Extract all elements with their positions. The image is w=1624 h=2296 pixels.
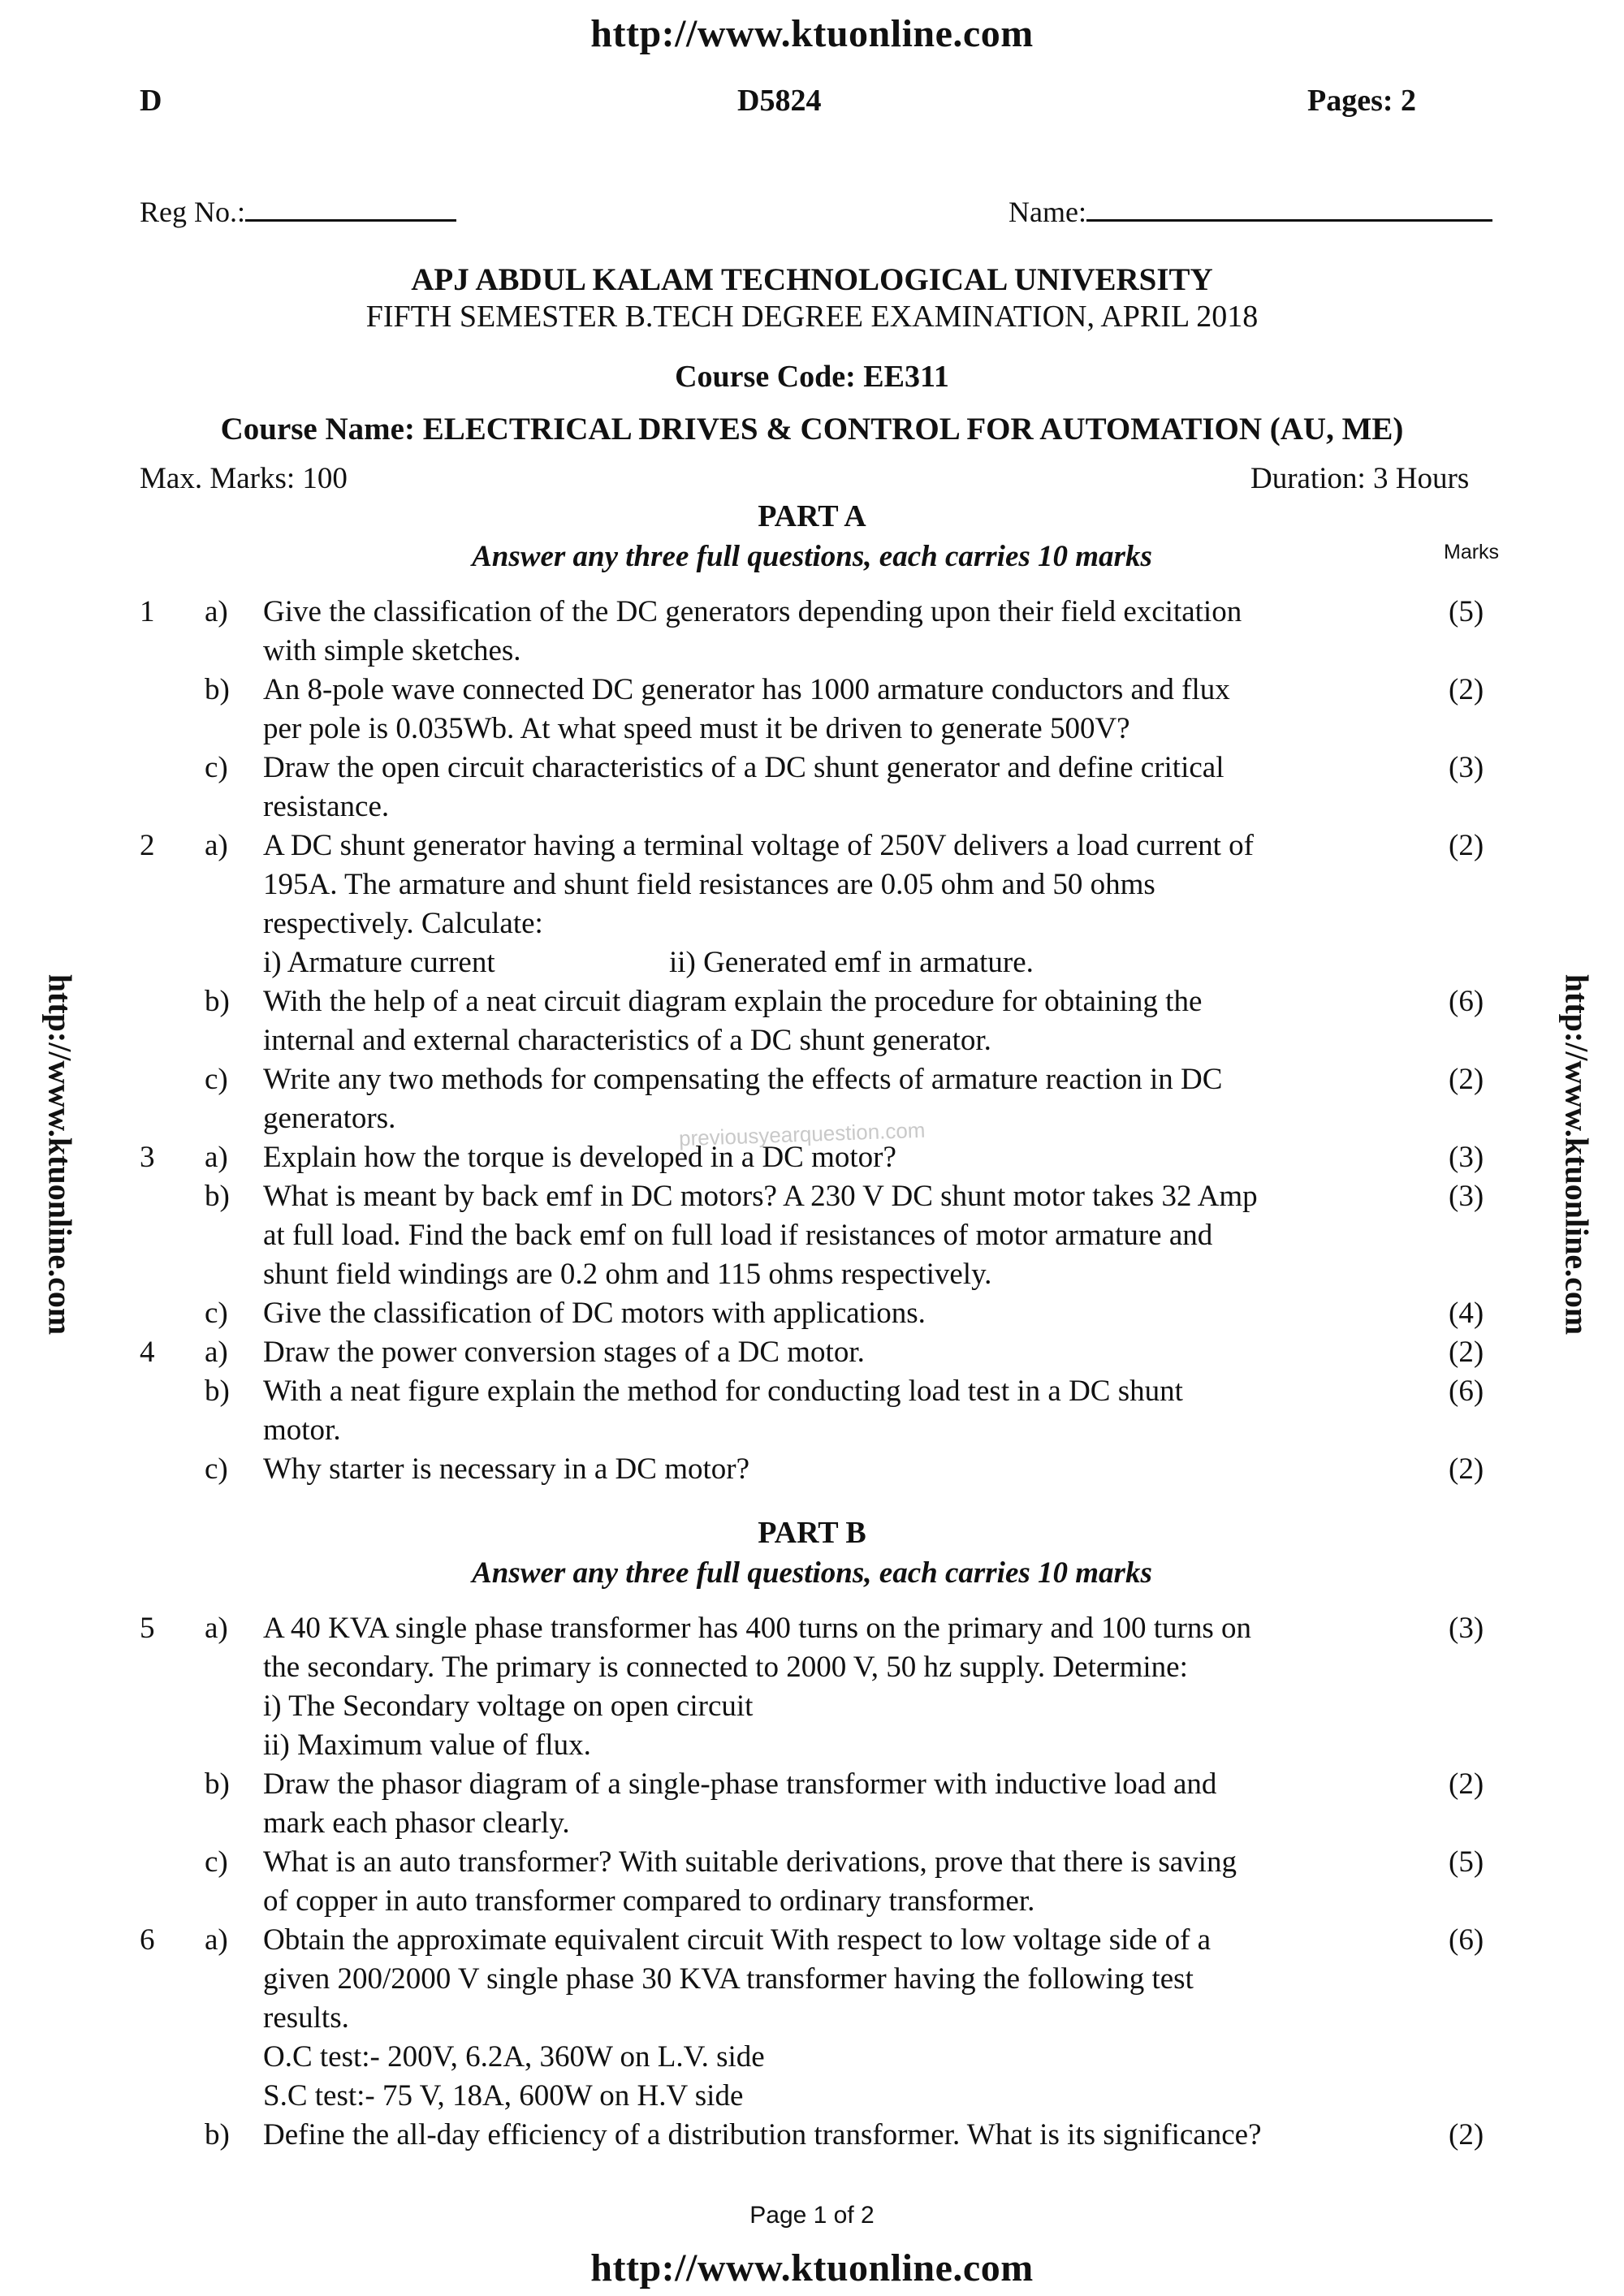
- question-line: Define the all-day efficiency of a distribution transformer. What is its significance?: [263, 2118, 1262, 2151]
- part-b-instruction: Answer any three full questions, each carries 10 marks: [472, 1556, 1152, 1590]
- question-line: generators.: [263, 1102, 396, 1135]
- question-text: [263, 749, 1411, 826]
- question-part: b): [205, 1767, 230, 1801]
- page-number: Page 1 of 2: [749, 2202, 875, 2229]
- question-number: 2: [140, 829, 155, 862]
- question-number: 5: [140, 1612, 155, 1645]
- question-line: at full load. Find the back emf on full load if resistances of motor armature and: [263, 1219, 1213, 1252]
- question-part: b): [205, 1375, 230, 1408]
- course-name-label: Course Name:: [220, 412, 423, 447]
- name-label: Name:: [1009, 196, 1086, 228]
- question-line: Draw the phasor diagram of a single-phase transformer with inductive load and: [263, 1767, 1217, 1801]
- question-text: [263, 826, 1411, 982]
- question-part: a): [205, 829, 228, 862]
- question-line: Give the classification of DC motors with applications.: [263, 1297, 926, 1330]
- question-line: per pole is 0.035Wb. At what speed must it be driven to generate 500V?: [263, 712, 1130, 745]
- question-line: resistance.: [263, 790, 390, 823]
- reg-no-line: [245, 195, 456, 222]
- question-number: 6: [140, 1923, 155, 1957]
- site-url-bottom: http://www.ktuonline.com: [590, 2246, 1034, 2290]
- duration: Duration: 3 Hours: [1250, 462, 1470, 495]
- question-text: [263, 1333, 1411, 1372]
- part-a-instruction: Answer any three full questions, each carries 10 marks: [472, 540, 1152, 573]
- part-a-title: PART A: [758, 499, 866, 533]
- question-marks: (2): [1449, 673, 1484, 706]
- question-line: motor.: [263, 1413, 341, 1447]
- question-line: O.C test:- 200V, 6.2A, 360W on L.V. side: [263, 2040, 765, 2074]
- question-text: [263, 593, 1411, 671]
- question-line: results.: [263, 2001, 349, 2035]
- question-part: b): [205, 673, 230, 706]
- paper-code: D5824: [737, 84, 822, 118]
- question-line: Why starter is necessary in a DC motor?: [263, 1452, 750, 1486]
- question-text: [263, 1843, 1411, 1921]
- question-line: An 8-pole wave connected DC generator has 1000 armature conductors and flux: [263, 673, 1230, 706]
- question-part: b): [205, 2118, 230, 2151]
- reg-no-label: Reg No.:: [140, 196, 245, 228]
- site-url-left: http://www.ktuonline.com: [41, 973, 79, 1336]
- question-text: [263, 1177, 1411, 1294]
- question-line: Draw the open circuit characteristics of a DC shunt generator and define critical: [263, 751, 1224, 784]
- question-subitem: ii) Generated emf in armature.: [669, 946, 1034, 979]
- question-marks: (2): [1449, 2118, 1484, 2151]
- question-text: [263, 1609, 1411, 1765]
- question-text: [263, 671, 1411, 749]
- question-part: a): [205, 1923, 228, 1957]
- question-part: c): [205, 1297, 228, 1330]
- site-url-top: http://www.ktuonline.com: [590, 12, 1034, 55]
- question-text: [263, 1372, 1411, 1450]
- question-marks: (3): [1449, 1141, 1484, 1174]
- question-part: c): [205, 1063, 228, 1096]
- question-line: Write any two methods for compensating the effects of armature reaction in DC: [263, 1063, 1223, 1096]
- question-marks: (5): [1449, 595, 1484, 628]
- question-marks: (2): [1449, 829, 1484, 862]
- question-line: with simple sketches.: [263, 634, 521, 667]
- question-marks: (2): [1449, 1063, 1484, 1096]
- course-name: [0, 411, 1624, 447]
- question-text: [263, 1294, 1411, 1333]
- paper-series: D: [140, 84, 162, 118]
- question-number: 4: [140, 1336, 155, 1369]
- question-marks: (2): [1449, 1452, 1484, 1486]
- question-line: What is meant by back emf in DC motors? A 230 V DC shunt motor takes 32 Amp: [263, 1180, 1258, 1213]
- question-line: the secondary. The primary is connected to 2000 V, 50 hz supply. Determine:: [263, 1651, 1188, 1684]
- question-text: [263, 1765, 1411, 1843]
- question-number: 3: [140, 1141, 155, 1174]
- part-b-title: PART B: [758, 1516, 866, 1550]
- exam-title: FIFTH SEMESTER B.TECH DEGREE EXAMINATION, APRIL 2018: [365, 300, 1259, 334]
- question-part: a): [205, 1612, 228, 1645]
- university-name: APJ ABDUL KALAM TECHNOLOGICAL UNIVERSITY: [411, 262, 1213, 297]
- page-count: Pages: 2: [1307, 84, 1417, 118]
- question-marks: (6): [1449, 985, 1484, 1018]
- name-line: [1086, 195, 1492, 222]
- question-text: [263, 982, 1411, 1060]
- question-line: A DC shunt generator having a terminal voltage of 250V delivers a load current of: [263, 829, 1254, 862]
- question-part: b): [205, 1180, 230, 1213]
- question-number: 1: [140, 595, 155, 628]
- question-marks: (2): [1449, 1336, 1484, 1369]
- question-line: shunt field windings are 0.2 ohm and 115 ohms respectively.: [263, 1258, 992, 1291]
- question-subitem: i) Armature current: [263, 946, 495, 979]
- question-line: With a neat figure explain the method for conducting load test in a DC shunt: [263, 1375, 1183, 1408]
- question-line: Obtain the approximate equivalent circuit With respect to low voltage side of a: [263, 1923, 1212, 1957]
- course-code: Course Code: EE311: [675, 360, 949, 394]
- question-part: c): [205, 751, 228, 784]
- question-marks: (6): [1449, 1375, 1484, 1408]
- question-part: a): [205, 1141, 228, 1174]
- question-text: [263, 1921, 1411, 2116]
- question-text: [263, 2116, 1411, 2155]
- question-marks: (3): [1449, 751, 1484, 784]
- course-name-value: ELECTRICAL DRIVES & CONTROL FOR AUTOMATION (AU, ME): [422, 412, 1404, 447]
- question-marks: (3): [1449, 1180, 1484, 1213]
- question-line: given 200/2000 V single phase 30 KVA transformer having the following test: [263, 1962, 1194, 1996]
- question-line: S.C test:- 75 V, 18A, 600W on H.V side: [263, 2079, 744, 2113]
- question-line: 195A. The armature and shunt field resistances are 0.05 ohm and 50 ohms: [263, 868, 1155, 901]
- question-line: Give the classification of the DC generators depending upon their field excitation: [263, 595, 1242, 628]
- question-line: Explain how the torque is developed in a DC motor?: [263, 1141, 896, 1174]
- watermark: previousyearquestion.com: [678, 1117, 926, 1151]
- question-line: ii) Maximum value of flux.: [263, 1728, 591, 1762]
- question-line: of copper in auto transformer compared to ordinary transformer.: [263, 1884, 1035, 1918]
- question-part: b): [205, 985, 230, 1018]
- site-url-right: http://www.ktuonline.com: [1558, 973, 1596, 1336]
- question-line: Draw the power conversion stages of a DC motor.: [263, 1336, 865, 1369]
- question-line: What is an auto transformer? With suitable derivations, prove that there is saving: [263, 1845, 1237, 1879]
- name-field: [1009, 195, 1492, 229]
- question-marks: (2): [1449, 1767, 1484, 1801]
- max-marks: Max. Marks: 100: [140, 462, 348, 495]
- marks-header: Marks: [1444, 541, 1500, 563]
- question-part: a): [205, 1336, 228, 1369]
- question-part: c): [205, 1845, 228, 1879]
- question-line: A 40 KVA single phase transformer has 400 turns on the primary and 100 turns on: [263, 1612, 1252, 1645]
- question-line: internal and external characteristics of a DC shunt generator.: [263, 1024, 991, 1057]
- question-subitems: [263, 943, 1411, 982]
- question-line: With the help of a neat circuit diagram explain the procedure for obtaining the: [263, 985, 1203, 1018]
- question-marks: (3): [1449, 1612, 1484, 1645]
- question-marks: (4): [1449, 1297, 1484, 1330]
- question-part: c): [205, 1452, 228, 1486]
- question-marks: (6): [1449, 1923, 1484, 1957]
- question-line: respectively. Calculate:: [263, 907, 543, 940]
- question-part: a): [205, 595, 228, 628]
- question-marks: (5): [1449, 1845, 1484, 1879]
- question-text: [263, 1450, 1411, 1489]
- question-line: mark each phasor clearly.: [263, 1806, 570, 1840]
- reg-no-field: [140, 195, 456, 229]
- question-line: i) The Secondary voltage on open circuit: [263, 1690, 754, 1723]
